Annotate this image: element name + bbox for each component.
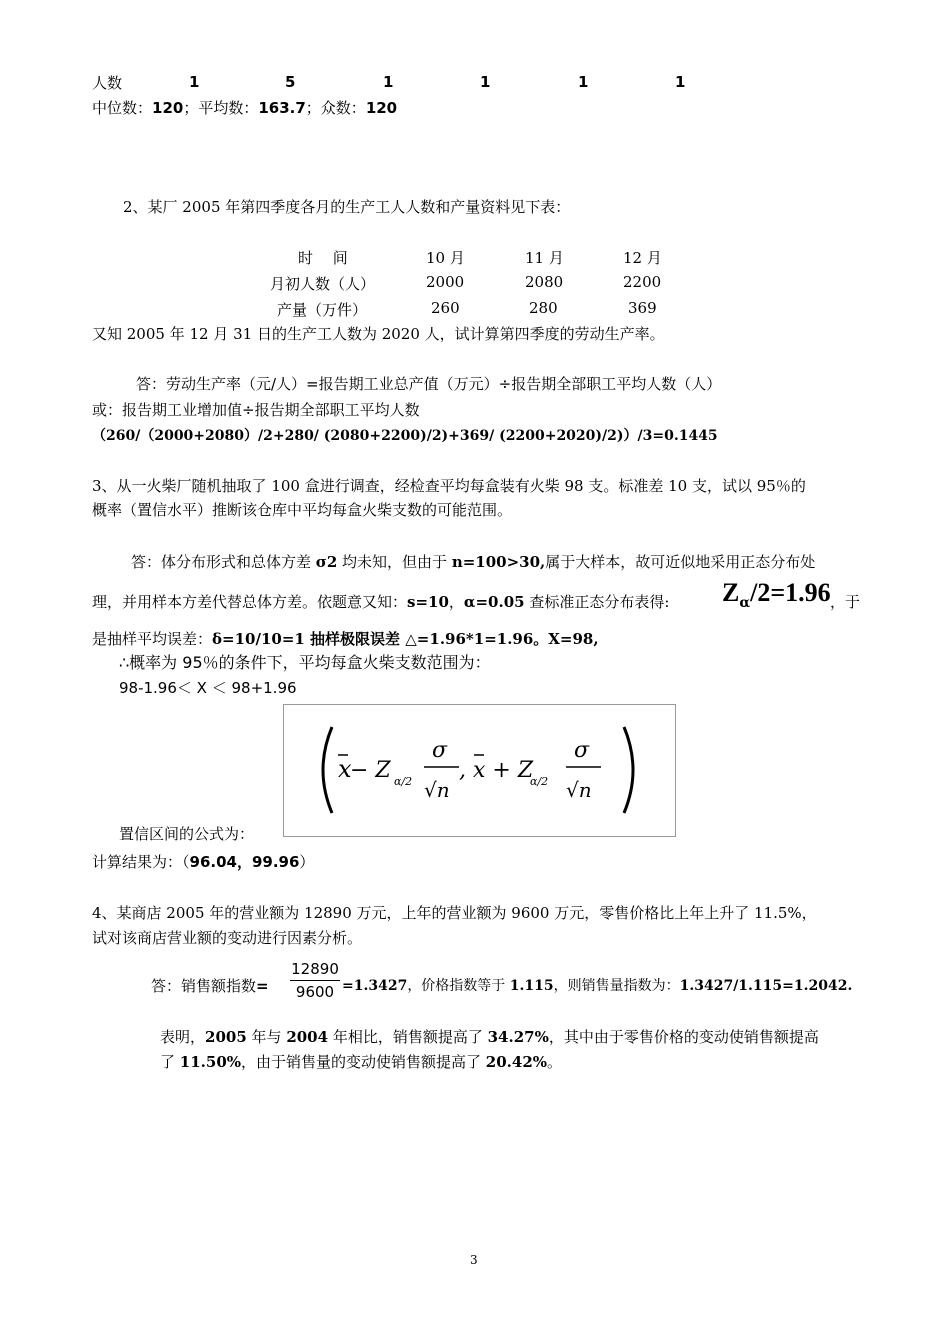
year: 2005 bbox=[205, 1028, 247, 1046]
q4-question-2: 试对该商店营业额的变动进行因素分析。 bbox=[92, 929, 363, 947]
q4-conclusion-1 bbox=[160, 1027, 819, 1047]
result-value: 96.04，99.96 bbox=[189, 853, 300, 871]
table-cell: 2080 bbox=[525, 273, 564, 291]
answer-text: ，价格指数等于 bbox=[407, 978, 510, 994]
fraction-denominator: 9600 bbox=[295, 983, 335, 1001]
table-cell: 280 bbox=[529, 299, 558, 317]
limit-error: 抽样极限误差 △=1.96*1=1.96。X=98, bbox=[304, 630, 599, 648]
year: 2004 bbox=[286, 1028, 329, 1046]
s-value: s=10 bbox=[407, 593, 449, 611]
table-cell: 2200 bbox=[623, 273, 662, 291]
page-number: 3 bbox=[470, 1253, 478, 1267]
table-header: 时 间 bbox=[298, 249, 348, 267]
result-label: 计算结果为：（ bbox=[92, 853, 190, 871]
q4-conclusion-2 bbox=[160, 1052, 562, 1072]
answer-text: 查标准正态分布表得: bbox=[524, 593, 670, 611]
q4-answer-rest bbox=[342, 976, 852, 996]
table-cell: 月初人数（人） bbox=[270, 275, 376, 293]
answer-text: 。 bbox=[547, 1053, 563, 1071]
interval-label: 置信区间的公式为： bbox=[119, 825, 255, 843]
sampling-error: δ=10/10=1 bbox=[212, 630, 305, 648]
q2-answer-3: （260/（2000+2080）/2+280/ (2080+2200)/2)+369/ (2200+2020)/2)）/3=0.1445 bbox=[92, 428, 718, 444]
equals-sign: = bbox=[256, 977, 269, 995]
answer-text: ，由于销售量的变动使销售额提高了 bbox=[241, 1053, 486, 1071]
fraction-numerator: 12890 bbox=[291, 960, 339, 978]
table-cell: 2000 bbox=[426, 273, 465, 291]
q2-answer-1: 答：劳动生产率（元/人）=报告期工业总产值（万元）÷报告期全部职工平均人数（人） bbox=[136, 375, 722, 393]
stats-label: 中位数： bbox=[92, 99, 153, 117]
z-value: /2=1.96 bbox=[750, 578, 831, 607]
right-paren bbox=[624, 727, 633, 813]
q3-result bbox=[92, 852, 314, 872]
mean-value: 163.7 bbox=[258, 99, 306, 117]
q3-question-2: 概率（置信水平）推断该仓库中平均每盒火柴支数的可能范围。 bbox=[92, 501, 513, 519]
answer-text: 均未知，但由于 bbox=[337, 553, 452, 571]
result-label: ） bbox=[299, 853, 315, 871]
z-critical-value bbox=[722, 578, 831, 618]
answer-text: 了 bbox=[160, 1053, 180, 1071]
answer-text: ， bbox=[448, 593, 464, 611]
sales-index: =1.3427 bbox=[342, 978, 408, 994]
sample-condition: n=100>30, bbox=[451, 553, 546, 571]
fraction-line bbox=[290, 980, 340, 981]
answer-text: 是抽样平均误差： bbox=[92, 630, 213, 648]
mode-value: 120 bbox=[365, 99, 398, 117]
z-subscript: α/2 bbox=[530, 775, 549, 788]
answer-text: 答：销售额指数 bbox=[151, 977, 257, 995]
q1-value: 1 bbox=[578, 73, 589, 91]
left-paren bbox=[323, 727, 332, 813]
answer-text: 答：体分布形式和总体方差 bbox=[131, 553, 316, 571]
q3-answer-5: 98-1.96＜ X ＜ 98+1.96 bbox=[119, 679, 297, 697]
stats-label: ；平均数： bbox=[183, 99, 259, 117]
table-header: 12 月 bbox=[623, 249, 662, 267]
percent: 34.27% bbox=[487, 1028, 549, 1046]
q3-answer-3 bbox=[92, 629, 599, 649]
q1-value: 1 bbox=[675, 73, 686, 91]
plus-z: , x + Z bbox=[459, 758, 534, 783]
sales-fraction bbox=[290, 960, 340, 1001]
answer-text: 表明， bbox=[160, 1028, 206, 1046]
price-index: 1.115 bbox=[509, 978, 554, 994]
answer-text: ，则销售量指数为： bbox=[553, 978, 680, 994]
sigma-numerator: σ bbox=[574, 738, 590, 763]
volume-index: 1.3427/1.115=1.2042. bbox=[679, 978, 853, 994]
formula-graphic bbox=[284, 705, 675, 836]
percent: 11.50% bbox=[179, 1053, 242, 1071]
answer-text: 属于大样本，故可近似地采用正态分布处 bbox=[545, 553, 816, 571]
confidence-interval-formula bbox=[283, 704, 676, 837]
xbar-symbol: x bbox=[338, 755, 352, 783]
median-value: 120 bbox=[152, 99, 184, 117]
table-header: 10 月 bbox=[426, 249, 465, 267]
q1-stats bbox=[92, 98, 397, 118]
q3-question-1: 3、从一火柴厂随机抽取了 100 盒进行调查，经检查平均每盒装有火柴 98 支。标准差 10 支，试以 95％的 bbox=[92, 477, 806, 495]
answer-text: 年相比，销售额提高了 bbox=[328, 1028, 488, 1046]
q3-answer-2 bbox=[92, 592, 669, 612]
table-cell: 产量（万件） bbox=[277, 301, 368, 319]
q1-value: 1 bbox=[383, 73, 394, 91]
z-subscript: α bbox=[739, 595, 751, 611]
q2-question: 2、某厂 2005 年第四季度各月的生产工人人数和产量资料见下表： bbox=[123, 198, 571, 216]
z-subscript: α/2 bbox=[394, 775, 413, 788]
q4-question-1: 4、某商店 2005 年的营业额为 12890 万元，上年的营业额为 9600 万元，零售价格比上年上升了 11.5%， bbox=[92, 904, 817, 922]
table-cell: 369 bbox=[628, 299, 657, 317]
sigma-symbol: σ2 bbox=[315, 553, 338, 571]
q3-answer-1 bbox=[131, 552, 815, 572]
table-header: 11 月 bbox=[525, 249, 564, 267]
answer-text: ，其中由于零售价格的变动使销售额提高 bbox=[548, 1028, 819, 1046]
table-cell: 260 bbox=[431, 299, 460, 317]
z-symbol: Z bbox=[722, 578, 740, 607]
q1-value: 1 bbox=[480, 73, 491, 91]
q4-answer-label bbox=[151, 976, 269, 996]
q2-answer-2: 或：报告期工业增加值÷报告期全部职工平均人数 bbox=[92, 401, 420, 419]
q3-answer-4: ∴概率为 95％的条件下，平均每盒火柴支数范围为： bbox=[119, 653, 491, 672]
q3-answer-2-tail: ，于 bbox=[830, 593, 861, 611]
stats-label: ；众数： bbox=[305, 99, 366, 117]
answer-text: 年与 bbox=[246, 1028, 287, 1046]
q1-value: 1 bbox=[189, 73, 200, 91]
percent: 20.42% bbox=[485, 1053, 548, 1071]
q1-row bbox=[92, 73, 122, 93]
q1-value: 5 bbox=[285, 73, 296, 91]
sqrt-n: √n bbox=[566, 778, 592, 802]
q1-row-label: 人数 bbox=[92, 74, 123, 92]
minus-z: − Z bbox=[350, 758, 391, 783]
q2-note: 又知 2005 年 12 月 31 日的生产工人数为 2020 人，试计算第四季度的劳动生产率。 bbox=[92, 325, 665, 343]
sqrt-n: √n bbox=[424, 778, 450, 802]
answer-text: 理，并用样本方差代替总体方差。依题意又知： bbox=[92, 593, 408, 611]
sigma-numerator: σ bbox=[432, 738, 448, 763]
alpha-value: α=0.05 bbox=[463, 593, 525, 611]
